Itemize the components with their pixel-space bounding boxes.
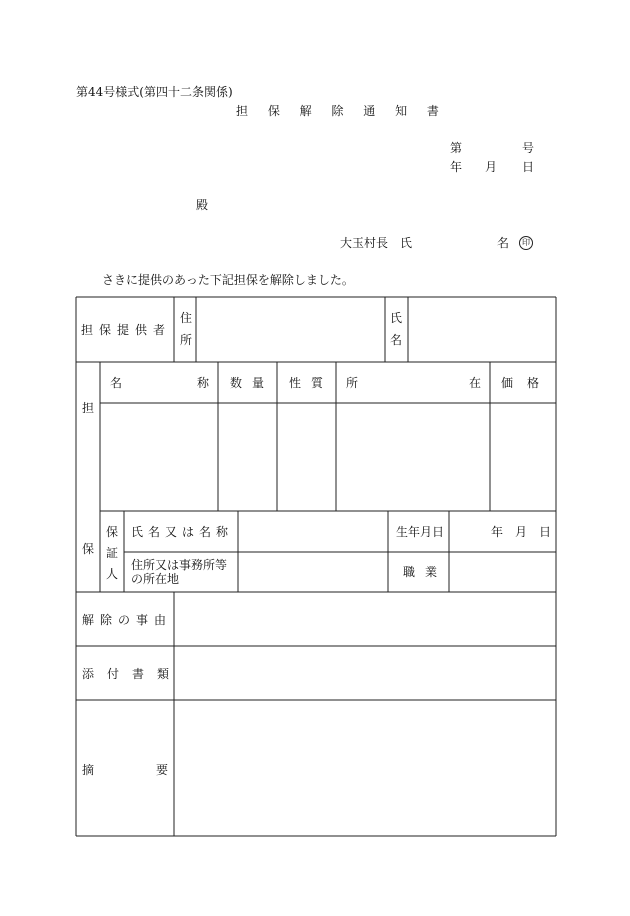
intro-text: さきに提供のあった下記担保を解除しました。 xyxy=(102,273,354,287)
col-nature: 性質 xyxy=(289,376,334,390)
release-reason-label: 解除の事由 xyxy=(82,613,173,627)
seal-icon: 印 xyxy=(519,236,533,250)
summary-label-end: 要 xyxy=(156,763,169,777)
date-day: 日 xyxy=(522,160,535,174)
birth-day-label: 日 xyxy=(539,525,552,539)
mayor-label: 大玉村長 氏 xyxy=(340,236,413,250)
col-name-end: 称 xyxy=(197,376,210,390)
provider-name-char-1: 氏名 xyxy=(390,311,403,347)
recipient-honorific: 殿 xyxy=(196,198,209,212)
summary-label-start: 摘 xyxy=(82,763,95,777)
col-location-end: 在 xyxy=(469,376,482,390)
document-title: 担 保 解 除 通 知 書 xyxy=(236,104,447,118)
doc-number-suffix: 号 xyxy=(522,141,535,155)
birth-month-label: 月 xyxy=(515,525,528,539)
birth-year-label: 年 xyxy=(491,525,504,539)
guarantor-label: 保証人 xyxy=(106,525,119,581)
guarantor-address-label-1: 住所又は事務所等 xyxy=(131,558,228,572)
col-price: 価格 xyxy=(501,376,554,390)
date-year: 年 xyxy=(450,160,463,174)
provider-label: 担保提供者 xyxy=(81,323,172,337)
guarantor-address-label-2: の所在地 xyxy=(131,572,180,586)
mayor-name-suffix: 名 xyxy=(497,236,510,250)
collateral-side-char-1: 担 xyxy=(82,401,95,415)
form-number: 第44号様式(第四十二条関係) xyxy=(76,85,233,99)
attachments-label: 添付書類 xyxy=(82,667,183,681)
provider-address-char-1: 住所 xyxy=(180,311,193,347)
col-quantity: 数量 xyxy=(230,376,275,390)
date-month: 月 xyxy=(485,160,498,174)
guarantor-birthdate-label: 生年月日 xyxy=(396,525,445,539)
col-name-start: 名 xyxy=(110,376,123,390)
guarantor-occupation-label: 職業 xyxy=(403,565,448,579)
collateral-side-char-2: 保 xyxy=(82,542,95,556)
doc-number-prefix: 第 xyxy=(450,141,463,155)
col-location-start: 所 xyxy=(346,376,359,390)
guarantor-name-label: 氏名又は名称 xyxy=(131,525,234,539)
